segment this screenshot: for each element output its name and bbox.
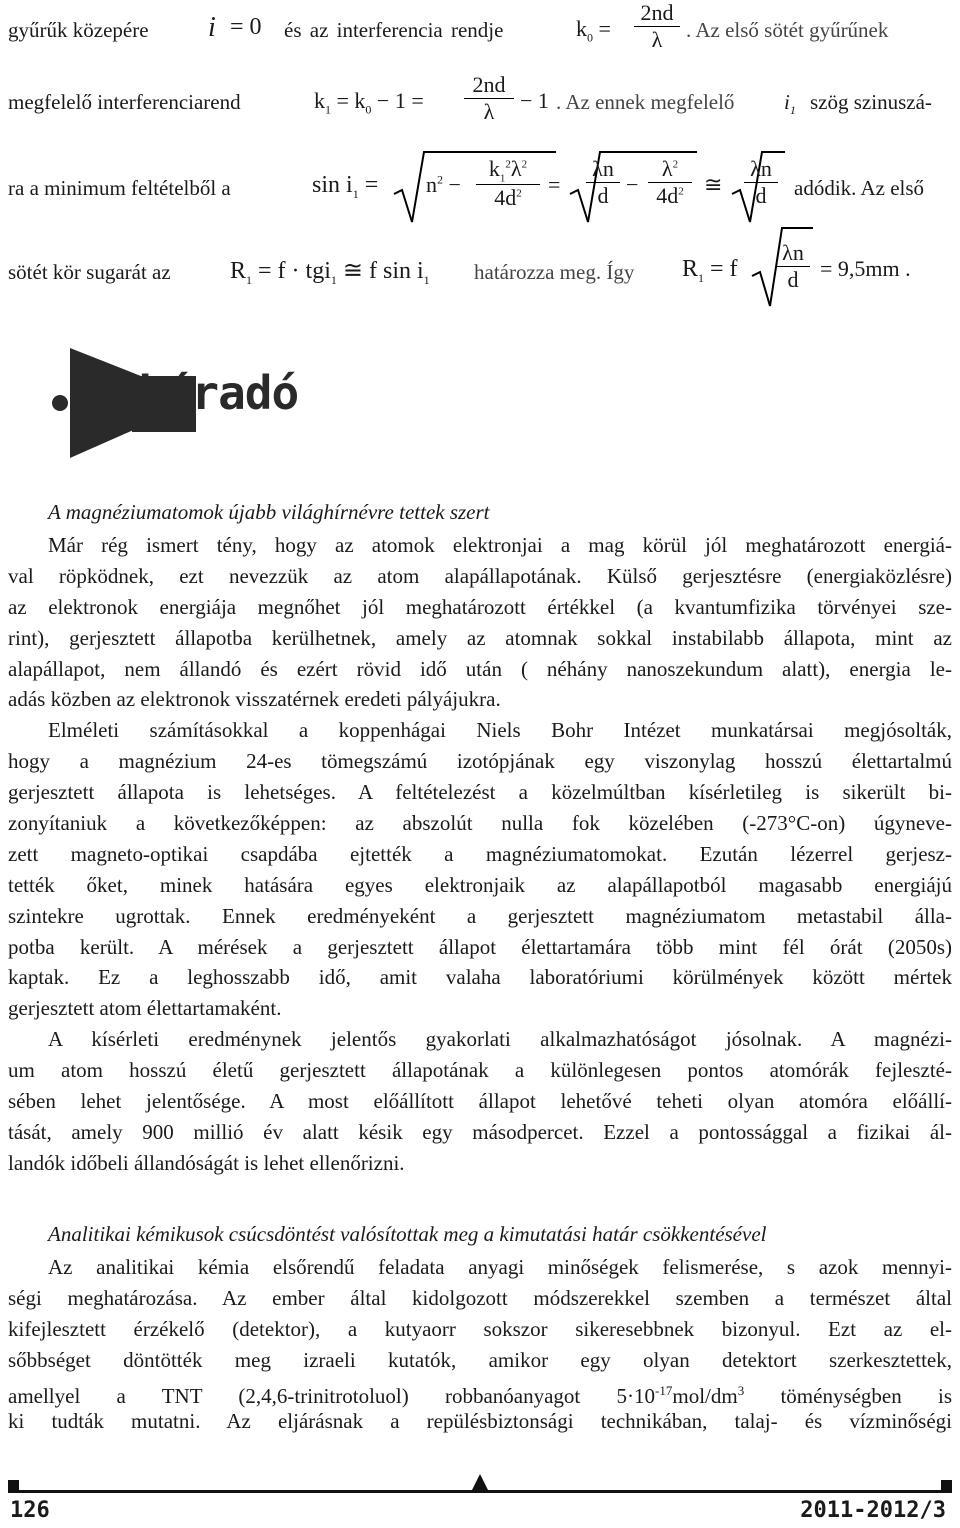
fraction: $\frac{2nd}{\lambda}$ [464,72,514,125]
math-expression: $i_1$ [784,90,796,118]
math-expression: i [208,12,216,43]
formula-text: . Az ennek megfelelő [556,90,735,114]
text-fragment: amellyel a TNT (2,4,6-trinitrotoluol) robbanóanyagot 5·10 [8,1383,656,1408]
formula-line-3 [8,150,952,230]
issue-number: 2011-2012/3 [800,1498,946,1523]
logo-text: híradó [138,366,299,420]
formula-text: szög szinuszá- [810,90,932,114]
article-title: Analitikai kémikusok csúcsdöntést valósítottak meg a kimutatási határ csökkentésével [48,1222,767,1246]
article-body [8,530,952,1179]
text-line: sőbbséget döntötték meg izraeli kutatók, amikor egy olyan detektort szerkesztettek, [8,1347,952,1372]
text-line: ki tudták mutatni. Az eljárásnak a repülésbiztonsági technikában, talaj- és vízminőségi [8,1409,952,1434]
fraction: $\frac{\lambda^2}{4d^2}$ [648,156,692,209]
math-expression: $k_0$ = [576,16,611,45]
page-number: 126 [10,1498,50,1523]
text-line [8,1376,952,1407]
math-expression: ≅ [704,172,723,197]
text-line: rint), gerjesztett állapotba kerülhetnek, amely az atomnak sokkal instabilabb állapota, mint az [8,625,952,650]
text-line: landók időbeli állandóságát is lehet ellenőrizni. [8,1150,405,1175]
article-title: A magnéziumatomok újabb világhírnévre tettek szert [48,500,490,524]
fraction: $\frac{k_1^2\lambda^2}{4d^2}$ [476,156,540,211]
math-expression: $R_1 = f$ [682,256,738,285]
text-line: potba került. A mérések a gerjesztett állapot élettartamára több mint fél órát (2050s) [8,934,952,959]
formula-text: és az interferencia rendje [284,18,504,42]
math-expression: $n^2$ − [426,172,461,197]
text-line: tását, amely 900 millió év alatt késik egy másodpercet. Ezzel a pontossággal a fizikai ál- [8,1119,952,1144]
text-line: szintekre ugrottak. Ennek eredményeként a gerjesztett magnéziumatom metastabil álla- [8,903,952,928]
text-line: zonyítaniuk a következőképpen: az abszolút nulla fok közelében (-273°C-on) úgyneve- [8,811,952,836]
formula-text: gyűrűk közepére [8,18,149,42]
formula-text: határozza meg. Így [474,260,635,284]
formula-line-4 [8,224,952,314]
formula-text: ra a minimum feltételből a [8,176,231,200]
text-line: Már rég ismert tény, hogy az atomok elektronjai a mag körül jól meghatározott energiá- [48,533,952,557]
formula-text: . Az első sötét gyűrűnek [686,18,889,42]
text-fragment: töménységben is [744,1383,953,1408]
fraction: $\frac{\lambda n}{d}$ [744,156,778,209]
text-line: zett magneto-optikai csapdába ejtették a magnéziumatomokat. Ezután lézerrel gerjesz- [8,841,952,866]
text-line: az elektronok energiája megnőhet jól meghatározott értékkel (a kvantumfizika törvényei sze- [8,594,952,619]
formula-text: adódik. Az első [794,176,925,200]
text-line: kaptak. Ez a leghosszabb idő, amit valaha laboratóriumi körülmények között mértek [8,965,952,990]
text-line: adás közben az elektronok visszatérnek eredeti pályájukra. [8,687,501,712]
page-footer [0,1468,960,1528]
text-line: val röpködnek, ezt nevezzük az atom alapállapotának. Külső gerjesztésre (energiaközlésre) [8,563,952,588]
formula-line-2 [8,72,952,126]
text-fragment: mol/dm [672,1383,738,1408]
math-expression: $\sin i_1$ = [312,172,379,201]
math-expression: = 0 [230,14,262,40]
footer-square-right [941,1480,952,1491]
text-line: hogy a magnézium 24-es tömegszámú izotópjának egy viszonylag hosszú élettartalmú [8,749,952,774]
triangle-icon [470,1473,490,1493]
text-line: alapállapot, nem állandó és ezért rövid idő után ( néhány nanoszekundum alatt), energia le- [8,656,952,681]
text-line: gerjesztett atom élettartamaként. [8,996,282,1021]
fraction: $\frac{\lambda n}{d}$ [586,156,620,209]
formula-text: sötét kör sugarát az [8,260,171,284]
hirado-logo [44,340,344,465]
text-line: A kísérleti eredménynek jelentős gyakorlati alkalmazhatóságot jósolnak. A magnézi- [48,1027,952,1052]
text-line: Az analitikai kémia elsőrendű feladata anyagi minőségek felismerése, s azok mennyi- [48,1255,952,1279]
text-line: Elméleti számításokkal a koppenhágai Niels Bohr Intézet munkatársai megjósolták, [48,718,952,743]
formula-text: megfelelő interferenciarend [8,90,241,114]
superscript: 3 [737,1382,745,1398]
text-line: kifejlesztett érzékelő (detektor), a kutyaorr sokszor sikeresebbnek bizonyul. Ezt az el- [8,1316,952,1341]
superscript: -17 [655,1382,673,1398]
fraction: $\frac{2nd}{\lambda}$ [634,0,680,53]
text-line: ségi meghatározása. Az ember által kidolgozott módszerekkel szemben a természet által [8,1285,952,1310]
text-line: gerjesztett állapota is lehetséges. A feltételezést a közelmúltban kísérletileg is sikerült bi- [8,780,952,805]
fraction: $\frac{\lambda n}{d}$ [776,240,810,293]
text-line: sében lehet jelentősége. A most előállított állapot lehetővé teheti olyan atomóra előállí- [8,1089,952,1114]
math-expression: − 1 [520,88,549,113]
math-expression: $R_1 = f \cdot tgi_1$ ≅ f $\sin i_1$ [230,258,430,287]
formula-result: = 9,5mm . [820,256,911,281]
article-body [8,1252,952,1437]
math-expression: − [626,172,639,197]
math-expression: = [548,172,561,197]
math-expression: $k_1 = k_0 - 1$ = [314,88,424,117]
text-line: um atom hosszú életű gerjesztett állapotának a különlegesen pontos atomórák fejleszté- [8,1058,952,1083]
text-line: tették őket, minek hatására egyes elektronjaik az alapállapotból magasabb energiájú [8,872,952,897]
formula-line-1 [8,0,952,54]
